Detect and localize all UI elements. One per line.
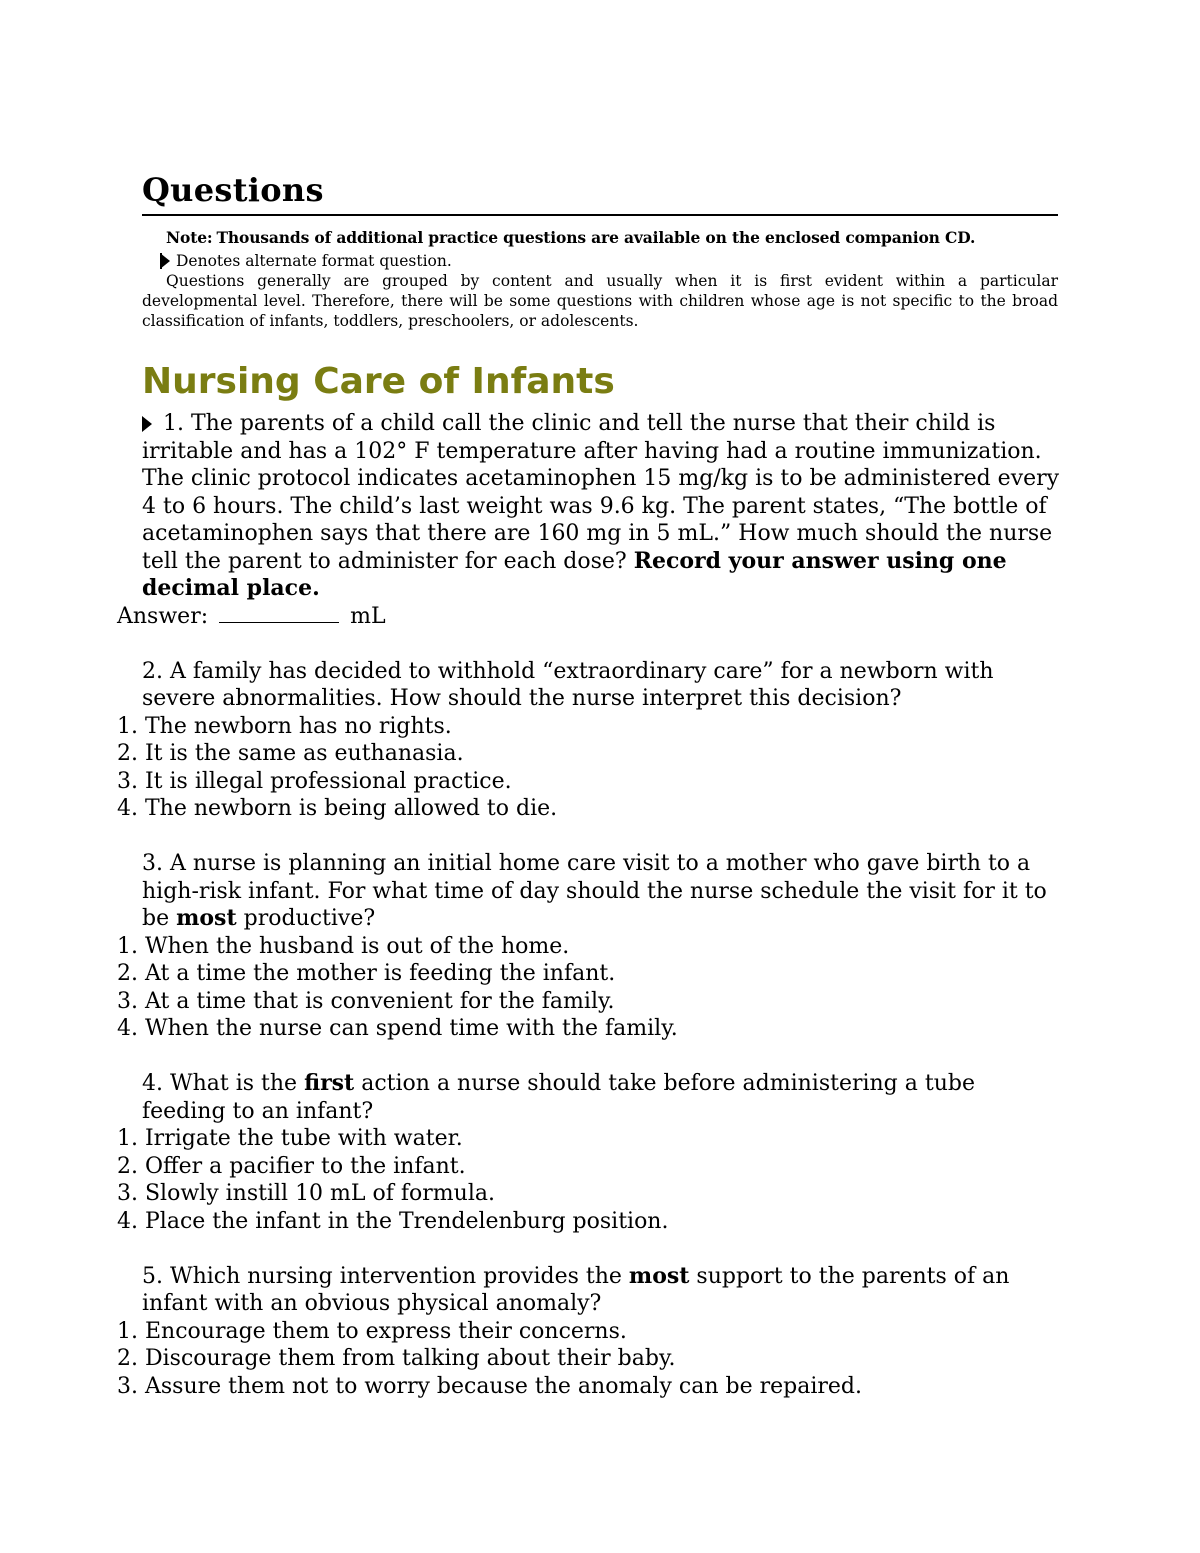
alternate-format-marker-icon [160,253,170,269]
answer-blank[interactable] [219,604,339,623]
question-3 [117,850,1062,1043]
question-3-text [117,850,1062,933]
question-4 [117,1070,1062,1235]
question-4-option-4: 4. Place the infant in the Trendelenburg position. [117,1208,669,1234]
question-2-option-1: 1. The newborn has no rights. [117,713,452,739]
question-2-option-3: 3. It is illegal professional practice. [117,768,512,794]
denotes-line [160,251,1058,271]
page-title: Questions [142,171,324,209]
answer-unit: mL [350,603,386,629]
title-rule [142,214,1058,216]
question-5-stem-start: 5. Which nursing intervention provides the [142,1263,622,1289]
question-1-text [117,410,1062,603]
question-5-stem-end: support to the parents of an infant with an obvious physical anomaly? [142,1263,1010,1316]
question-4-text [117,1070,1062,1125]
denotes-text: Denotes alternate format question. [176,252,452,270]
question-2-option-2: 2. It is the same as euthanasia. [117,741,464,766]
answer-line [117,603,1062,631]
question-3-stem-start: 3. A nurse is planning an initial home care visit to a mother who gave birth to a high-risk infant. For what time of day should the nurse schedule the visit for it to be [142,851,1047,931]
question-2 [117,658,1062,823]
note-line [166,228,1058,248]
question-4-stem-start: 4. What is the [142,1071,298,1096]
question-4-emphasis: first [304,1070,355,1096]
question-1-instruction: Record your answer using one decimal place. [142,547,1007,601]
question-5-text [117,1263,1062,1318]
intro-paragraph: Questions generally are grouped by content and usually when it is first evident within a particular developmental level. Therefore, there will be some questions with children whose age is not specific to the broad classification of infants, toddlers, preschoolers, or adolescents. [142,272,1058,330]
question-2-text: 2. A family has decided to withhold “extraordinary care” for a newborn with severe abnormalities. How should the nurse interpret this decision? [142,658,994,711]
question-3-emphasis: most [176,905,237,931]
question-3-option-4: 4. When the nurse can spend time with the family. [117,1016,678,1041]
section-heading: Nursing Care of Infants [142,361,615,402]
note-label: Note: [166,228,213,247]
question-4-option-1: 1. Irrigate the tube with water. [117,1126,463,1151]
question-list [117,410,1062,1428]
question-1 [117,410,1062,630]
intro-block [142,228,1058,331]
question-5-option-3: 3. Assure them not to worry because the anomaly can be repaired. [117,1373,862,1399]
note-text: Thousands of additional practice questions are available on the enclosed companion CD. [216,228,976,247]
question-3-stem-end: productive? [243,906,376,931]
question-3-option-2: 2. At a time the mother is feeding the infant. [117,961,616,986]
question-5-emphasis: most [628,1262,690,1289]
question-5-option-2: 2. Discourage them from talking about their baby. [117,1346,676,1371]
question-5 [117,1263,1062,1401]
question-4-option-2: 2. Offer a pacifier to the infant. [117,1153,466,1179]
question-1-stem: 1. The parents of a child call the clinic and tell the nurse that their child is irritable and has a 102° F temperature after having had a routine immunization. The clinic protocol indicates acetaminophen 15 mg/kg is to be administered every 4 to 6 hours. The child’s last weight was 9.6 kg. The parent states, “The bottle of acetaminophen says that there are 160 mg in 5 mL.” How much should the nurse tell the parent to administer for each dose? [142,411,1060,574]
answer-label: Answer: [117,603,209,629]
question-3-option-3: 3. At a time that is convenient for the family. [117,988,615,1014]
alternate-format-marker-icon [142,416,152,432]
question-2-option-4: 4. The newborn is being allowed to die. [117,796,558,821]
question-5-option-1: 1. Encourage them to express their concerns. [117,1318,627,1344]
question-4-stem-end: action a nurse should take before administering a tube feeding to an infant? [142,1071,975,1124]
question-3-option-1: 1. When the husband is out of the home. [117,933,570,959]
question-4-option-3: 3. Slowly instill 10 mL of formula. [117,1181,495,1206]
